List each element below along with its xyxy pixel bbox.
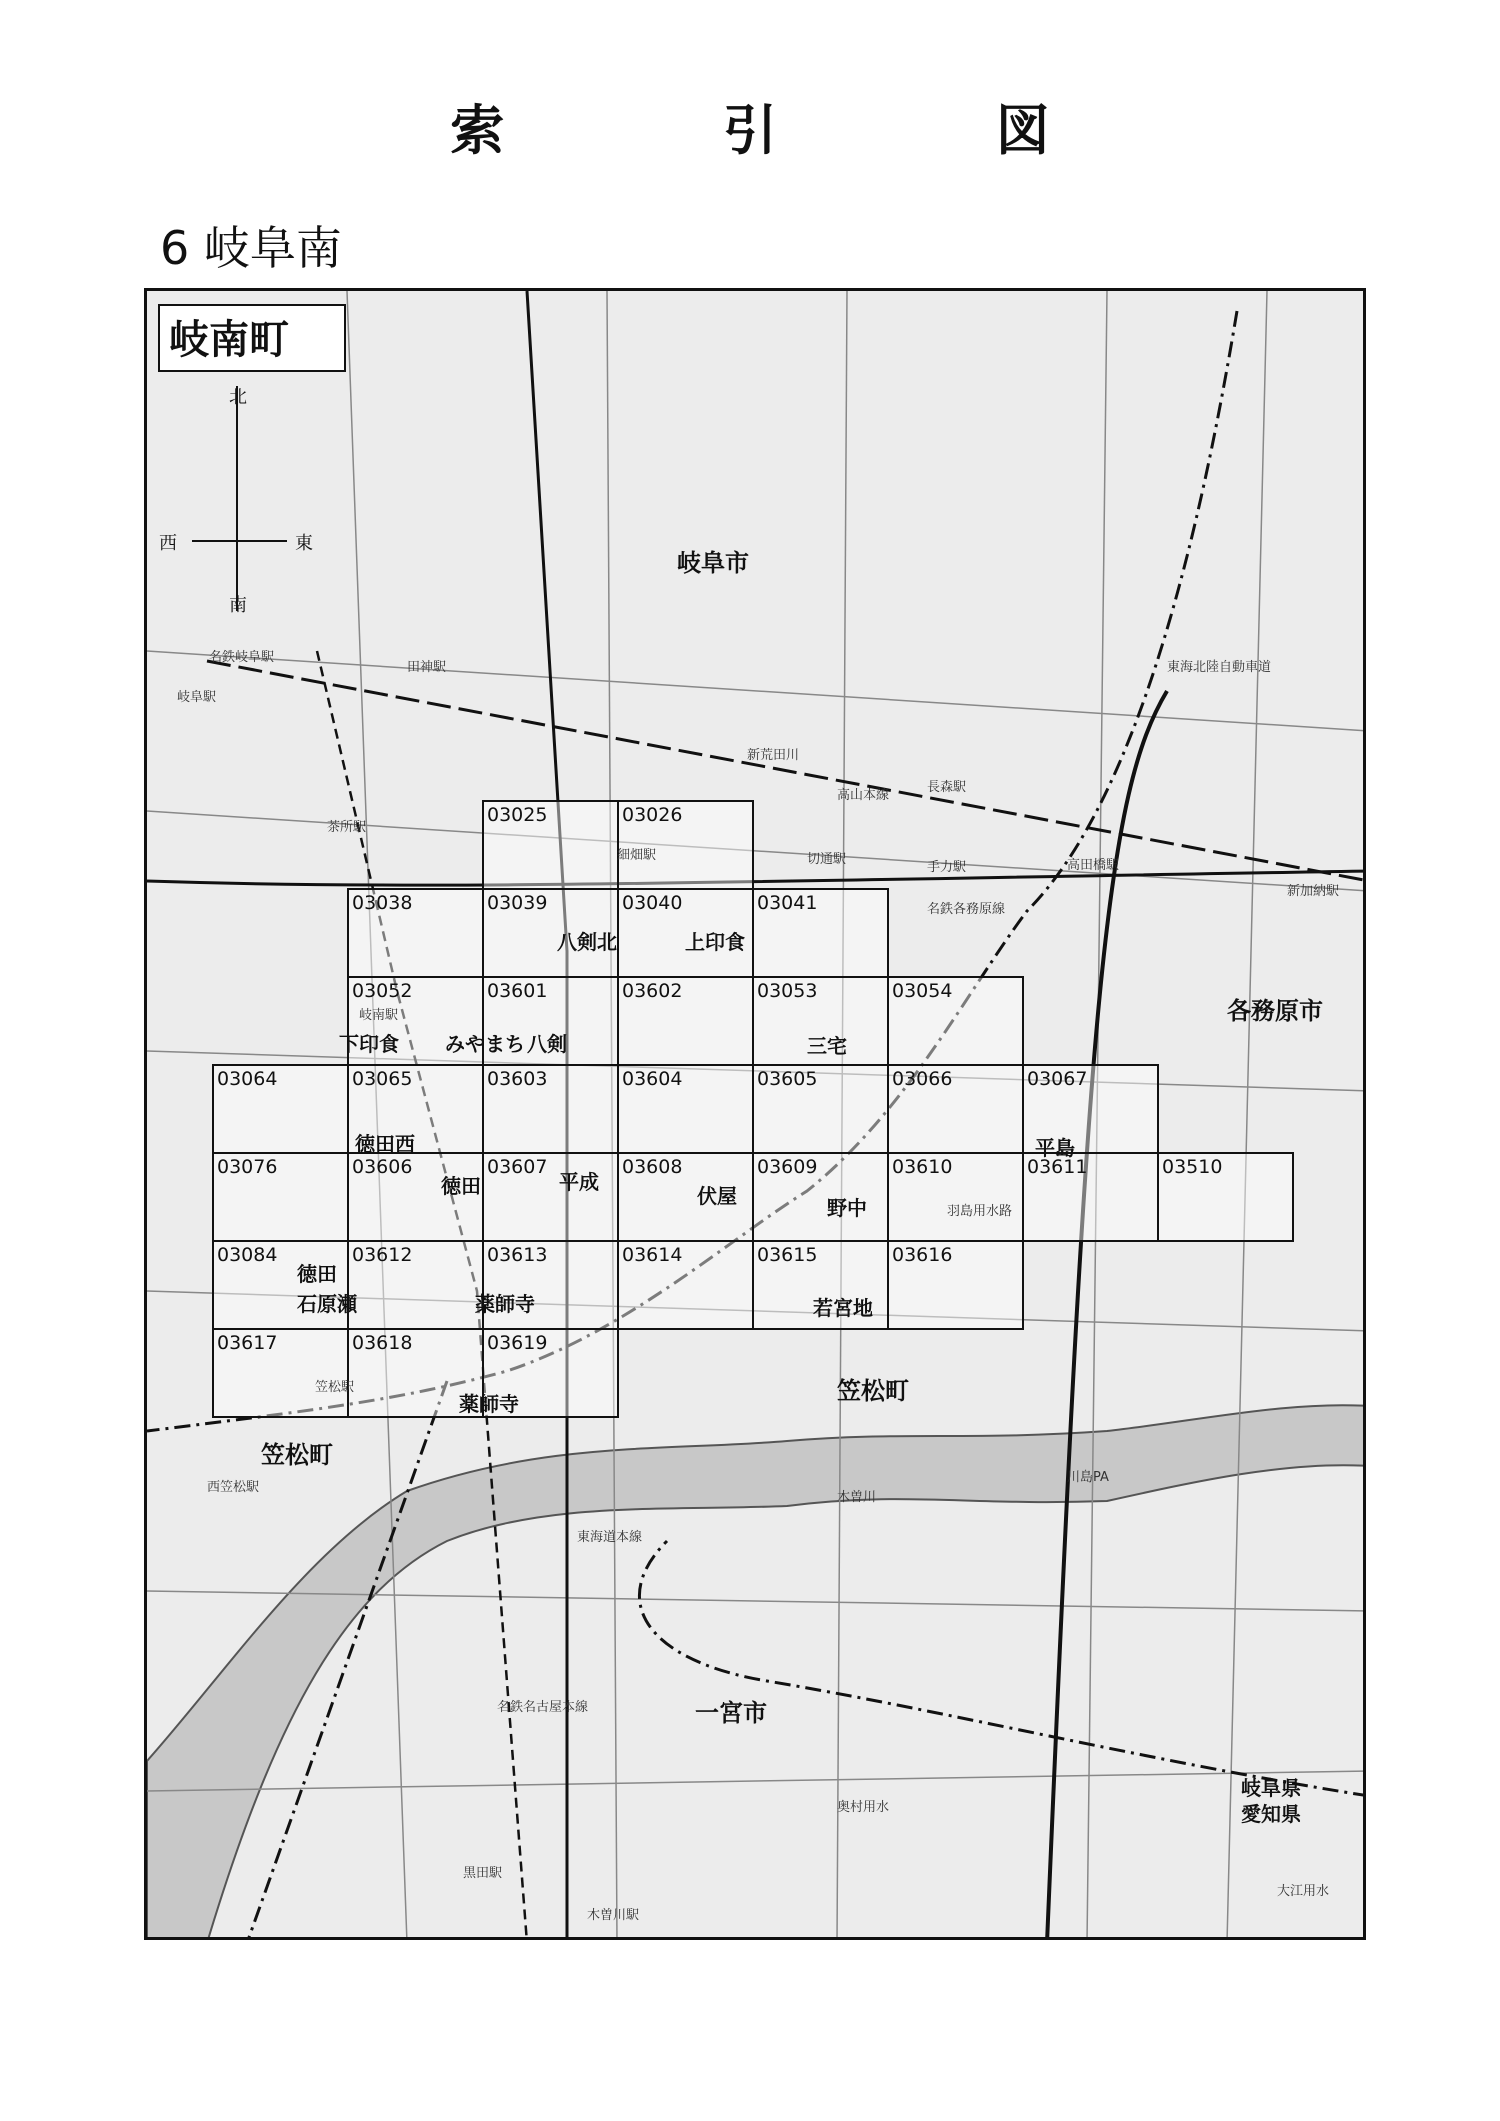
station-label: 細畑駅 bbox=[617, 848, 657, 863]
index-tile-id: 03054 bbox=[892, 980, 953, 1002]
city-label: 笠松町 bbox=[261, 1441, 333, 1469]
index-tile-id: 03076 bbox=[217, 1156, 278, 1178]
pref-gifu: 岐阜県 bbox=[1241, 1776, 1301, 1800]
index-tile[interactable] bbox=[483, 1065, 618, 1153]
index-tile-id: 03607 bbox=[487, 1156, 548, 1178]
river-label: 大江用水 bbox=[1277, 1884, 1330, 1899]
river-label: 羽島用水路 bbox=[947, 1204, 1013, 1219]
index-tile[interactable] bbox=[348, 889, 483, 977]
road-label: 川島PA bbox=[1067, 1470, 1109, 1485]
place-label: 伏屋 bbox=[697, 1184, 737, 1208]
station-label: 岐阜駅 bbox=[177, 690, 217, 705]
index-tile[interactable] bbox=[1023, 1153, 1158, 1241]
station-label: 茶所駅 bbox=[327, 820, 367, 835]
index-tile-id: 03025 bbox=[487, 804, 548, 826]
index-tile[interactable] bbox=[483, 801, 618, 889]
station-label: 手力駅 bbox=[927, 860, 967, 875]
index-tile-id: 03026 bbox=[622, 804, 683, 826]
index-tile[interactable] bbox=[348, 1241, 483, 1329]
index-tile-id: 03616 bbox=[892, 1244, 953, 1266]
river-label: 木曽川 bbox=[837, 1490, 877, 1505]
index-tile[interactable] bbox=[753, 889, 888, 977]
index-tile-id: 03619 bbox=[487, 1332, 548, 1354]
compass-south: 南 bbox=[229, 595, 247, 616]
place-label: 八剣北 bbox=[557, 930, 617, 954]
index-tile-id: 03617 bbox=[217, 1332, 278, 1354]
index-tile-id: 03611 bbox=[1027, 1156, 1088, 1178]
index-tile-id: 03605 bbox=[757, 1068, 818, 1090]
index-tile-id: 03067 bbox=[1027, 1068, 1088, 1090]
index-tile[interactable] bbox=[753, 1153, 888, 1241]
index-tile-id: 03606 bbox=[352, 1156, 413, 1178]
place-label: 徳田西 bbox=[355, 1132, 415, 1156]
river-label: 奥村用水 bbox=[837, 1800, 890, 1815]
station-label: 西笠松駅 bbox=[207, 1480, 260, 1495]
index-tile-id: 03065 bbox=[352, 1068, 413, 1090]
index-tile-id: 03618 bbox=[352, 1332, 413, 1354]
city-label: 各務原市 bbox=[1227, 997, 1323, 1025]
rail-label: 東海道本線 bbox=[577, 1530, 643, 1545]
place-label: 薬師寺 bbox=[459, 1392, 519, 1416]
index-tile[interactable] bbox=[888, 1241, 1023, 1329]
index-tile-id: 03602 bbox=[622, 980, 683, 1002]
index-tile-id: 03052 bbox=[352, 980, 413, 1002]
index-tile[interactable] bbox=[213, 1329, 348, 1417]
station-label: 田神駅 bbox=[407, 660, 447, 675]
road-label: 東海北陸自動車道 bbox=[1167, 660, 1272, 675]
index-tile-id: 03084 bbox=[217, 1244, 278, 1266]
town-box-label: 岐南町 bbox=[169, 317, 289, 363]
kiso-river bbox=[147, 1405, 1366, 1940]
compass-west: 西 bbox=[159, 533, 177, 554]
index-tile[interactable] bbox=[1158, 1153, 1293, 1241]
index-tile[interactable] bbox=[888, 1065, 1023, 1153]
station-label: 高田橋駅 bbox=[1067, 858, 1120, 873]
station-label: 長森駅 bbox=[927, 780, 967, 795]
index-tile-id: 03603 bbox=[487, 1068, 548, 1090]
city-label: 岐阜市 bbox=[677, 549, 749, 577]
index-tile[interactable] bbox=[483, 1153, 618, 1241]
rail-label: 高山本線 bbox=[837, 788, 890, 803]
page-title: 索 引 図 bbox=[450, 99, 1150, 162]
place-label: 薬師寺 bbox=[475, 1292, 535, 1316]
station-label: 木曽川駅 bbox=[587, 1908, 640, 1923]
index-tile-id: 03608 bbox=[622, 1156, 683, 1178]
station-label: 笠松駅 bbox=[315, 1380, 355, 1395]
index-tile[interactable] bbox=[618, 977, 753, 1065]
index-tile-id: 03041 bbox=[757, 892, 818, 914]
city-label: 笠松町 bbox=[837, 1377, 909, 1405]
city-label: 一宮市 bbox=[695, 1699, 767, 1727]
section-title: 6 岐阜南 bbox=[160, 221, 342, 275]
compass-north: 北 bbox=[229, 387, 247, 408]
tile-grid[interactable] bbox=[213, 801, 1293, 1417]
station-label: 新加納駅 bbox=[1287, 884, 1340, 899]
index-tile-id: 03510 bbox=[1162, 1156, 1223, 1178]
place-label: 徳田 bbox=[441, 1174, 481, 1198]
place-label: 石原瀬 bbox=[297, 1292, 357, 1316]
station-label: 岐南駅 bbox=[359, 1008, 399, 1023]
river-label: 新荒田川 bbox=[747, 748, 800, 763]
place-label: 徳田 bbox=[297, 1262, 337, 1286]
index-tile[interactable] bbox=[618, 801, 753, 889]
index-tile-id: 03040 bbox=[622, 892, 683, 914]
place-label: 若宮地 bbox=[813, 1296, 873, 1320]
station-label: 名鉄岐阜駅 bbox=[209, 650, 275, 665]
index-tile[interactable] bbox=[213, 1065, 348, 1153]
index-tile[interactable] bbox=[618, 1065, 753, 1153]
rail-label: 名鉄名古屋本線 bbox=[497, 1700, 589, 1715]
index-tile-id: 03601 bbox=[487, 980, 548, 1002]
index-tile[interactable] bbox=[213, 1153, 348, 1241]
index-tile-id: 03053 bbox=[757, 980, 818, 1002]
station-label: 黒田駅 bbox=[463, 1866, 503, 1881]
index-tile-id: 03039 bbox=[487, 892, 548, 914]
index-tile-id: 03613 bbox=[487, 1244, 548, 1266]
index-tile[interactable] bbox=[618, 1241, 753, 1329]
index-tile-id: 03615 bbox=[757, 1244, 818, 1266]
index-tile-id: 03064 bbox=[217, 1068, 278, 1090]
index-map[interactable] bbox=[144, 288, 1366, 1940]
station-label: 切通駅 bbox=[807, 852, 847, 867]
index-tile-id: 03612 bbox=[352, 1244, 413, 1266]
place-label: 野中 bbox=[827, 1196, 867, 1220]
place-label: みやまち bbox=[445, 1032, 525, 1056]
index-tile-id: 03604 bbox=[622, 1068, 683, 1090]
map-canvas bbox=[147, 291, 1366, 1940]
compass-east: 東 bbox=[295, 533, 313, 554]
place-label: 下印食 bbox=[339, 1032, 399, 1056]
index-tile-id: 03609 bbox=[757, 1156, 818, 1178]
place-label: 平島 bbox=[1035, 1136, 1075, 1160]
place-label: 上印食 bbox=[685, 930, 745, 954]
index-tile-id: 03610 bbox=[892, 1156, 953, 1178]
pref-aichi: 愛知県 bbox=[1241, 1802, 1301, 1826]
place-label: 八剣 bbox=[527, 1032, 567, 1056]
index-tile[interactable] bbox=[888, 977, 1023, 1065]
rail-label: 名鉄各務原線 bbox=[927, 902, 1006, 917]
index-tile[interactable] bbox=[888, 1153, 1023, 1241]
index-tile[interactable] bbox=[753, 1065, 888, 1153]
index-tile-id: 03614 bbox=[622, 1244, 683, 1266]
index-tile-id: 03038 bbox=[352, 892, 413, 914]
index-tile-id: 03066 bbox=[892, 1068, 953, 1090]
place-label: 三宅 bbox=[807, 1034, 847, 1058]
place-label: 平成 bbox=[559, 1170, 599, 1194]
